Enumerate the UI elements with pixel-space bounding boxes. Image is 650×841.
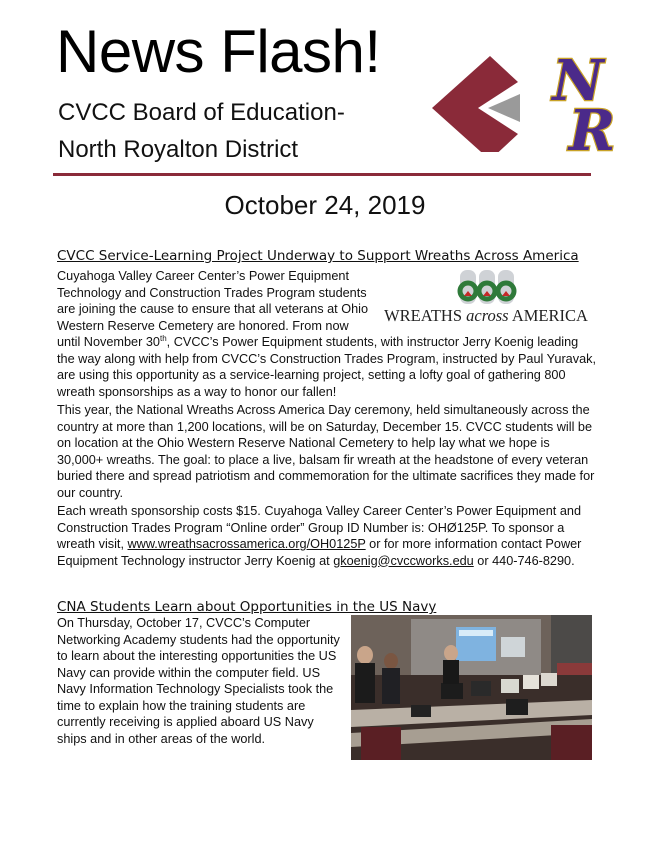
north-royalton-logo	[432, 48, 640, 152]
wreath-icons	[380, 270, 592, 306]
logo-letter-n: N	[552, 48, 604, 114]
article-paragraph	[57, 334, 597, 400]
article-paragraph: This year, the National Wreaths Across America Day ceremony, held simultaneously across the country at more than 1,200 locations, will be on Saturday, December 15. CVCC students will be on location at the Ohio Western Reserve National Cemetery to help lay what we hope is 30,000+ wreaths. The goal: to place a live, balsam fir wreath at the headstone of every veteran buried there and spread patriotism and commemoration for the ultimate sacrifices they made for our country.	[57, 403, 595, 500]
wreaths-logo-text	[380, 306, 592, 326]
across-word: across	[466, 306, 509, 325]
wreaths-word: WREATHS	[384, 306, 462, 325]
america-word: AMERICA	[511, 306, 588, 325]
header-divider	[53, 173, 591, 176]
paragraph-text: until November 30	[57, 335, 160, 349]
newsletter-title: News Flash!	[56, 18, 381, 85]
article-heading-navy: CNA Students Learn about Opportunities in the US Navy	[57, 599, 437, 615]
paragraph-text: or for more information contact Power Equipment Technology instructor Jerry Koenig at	[57, 537, 582, 568]
article-heading-wreaths: CVCC Service-Learning Project Underway to Support Wreaths Across America	[57, 248, 579, 264]
paragraph-text: or 440-746-8290.	[473, 553, 575, 568]
logo-letter-r: R	[568, 98, 616, 152]
article-paragraph	[57, 503, 597, 569]
wreaths-across-america-logo	[380, 270, 592, 326]
newsletter-subtitle-line1: CVCC Board of Education-	[58, 99, 345, 126]
paragraph-text: Each wreath sponsorship costs $15. Cuyahoga Valley Career Center’s Power Equipment and Construction Trades Program “Online order” Group ID Number is: OHØ125P. To sponsor a wreath visit,	[57, 504, 582, 551]
email-link[interactable]: gkoenig@cvccworks.edu	[333, 553, 474, 568]
newsletter-subtitle-line2: North Royalton District	[58, 136, 299, 163]
article-paragraph: On Thursday, October 17, CVCC’s Computer Networking Academy students had the opportunity to learn about the interesting opportunities the US Navy can provide within the computer field. US Navy Information Technology Specialists took the time to explain how the training students are currently receiving is applied aboard US Navy ships and in other areas of the world.	[57, 616, 340, 746]
classroom-photo	[351, 615, 592, 760]
sponsorship-link[interactable]: www.wreathsacrossamerica.org/OH0125P	[127, 537, 366, 551]
issue-date: October 24, 2019	[224, 190, 426, 220]
ordinal-suffix: th	[159, 333, 167, 343]
article-paragraph: Cuyahoga Valley Career Center’s Power Equipment Technology and Construction Trades Program students are joining the cause to ensure that all veterans at Ohio Western Reserve Cemetery are honored. From now	[57, 269, 369, 333]
paragraph-text: , CVCC’s Power Equipment students, with instructor Jerry Koenig leading the way along with help from CVCC’s Construction Trades Program, instructed by Paul Yuravak, are using this opportunity as a service-learning project, setting a lofty goal of gathering 800 wreath sponsorships as a way to honor our fallen!	[57, 335, 597, 399]
